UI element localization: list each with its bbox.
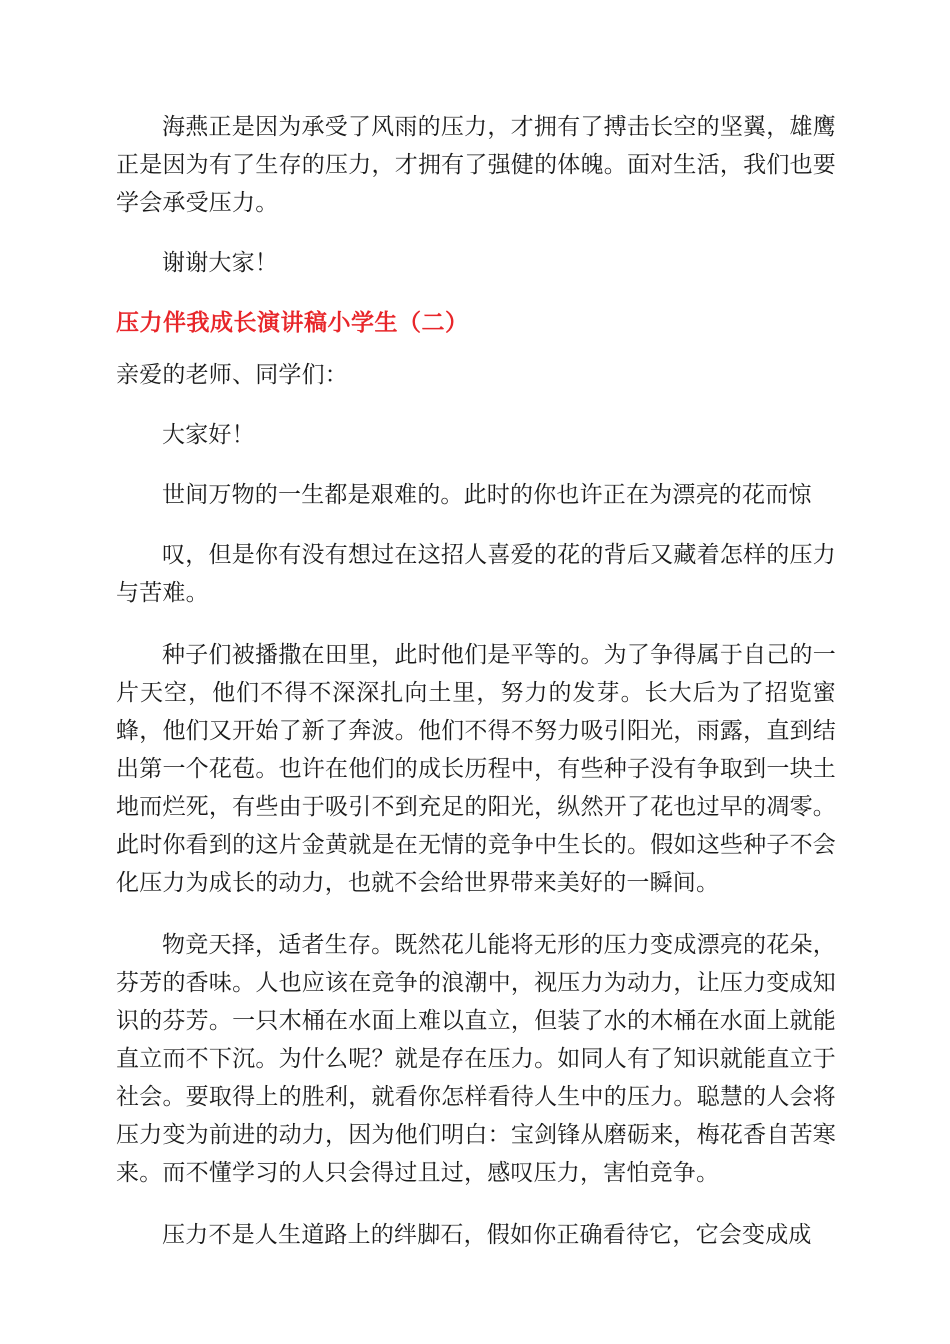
paragraph-world: 世间万物的一生都是艰难的。此时的你也许正在为漂亮的花而惊: [162, 482, 812, 508]
salutation: 亲爱的老师、同学们：: [116, 362, 348, 388]
paragraph-seeds: 种子们被播撒在田里，此时他们是平等的。为了争得属于自己的一片天空，他们不得不深深扎向土里，努力的发芽。长大后为了招览蜜蜂，他们又开始了新了奔波。他们不得不努力吸引阳光，雨露，直到结出第一个花苞。也许在他们的成长历程中，有些种子没有争取到一块土地而烂死，有些由于吸引不到充足的阳光，纵然开了花也过早的凋零。此时你看到的这片金黄就是在无情的竞争中生长的。假如这些种子不会化压力为成长的动力，也就不会给世界带来美好的一瞬间。: [116, 642, 836, 896]
paragraph-stumbling-block: 压力不是人生道路上的绊脚石，假如你正确看待它，它会变成成: [162, 1222, 812, 1248]
paragraph-flower: 叹，但是你有没有想过在这招人喜爱的花的背后又藏着怎样的压力与苦难。: [116, 542, 836, 606]
paragraph-natural-selection: 物竞天择，适者生存。既然花儿能将无形的压力变成漂亮的花朵，芬芳的香味。人也应该在竞争的浪潮中，视压力为动力，让压力变成知识的芬芳。一只木桶在水面上难以直立，但装了水的木桶在水面上就能直立而不下沉。为什么呢？就是存在压力。如同人有了知识就能直立于社会。要取得上的胜利，就看你怎样看待人生中的压力。聪慧的人会将压力变为前进的动力，因为他们明白：宝剑锋从磨砺来，梅花香自苦寒来。而不懂学习的人只会得过且过，感叹压力，害怕竞争。: [116, 932, 836, 1186]
paragraph-thanks: 谢谢大家！: [162, 250, 278, 276]
document-body: [116, 108, 836, 1254]
paragraph-haiyan: 海燕正是因为承受了风雨的压力，才拥有了搏击长空的坚翼，雄鹰正是因为有了生存的压力，才拥有了强健的体魄。面对生活，我们也要学会承受压力。: [116, 114, 836, 216]
section-heading: 压力伴我成长演讲稿小学生（二）: [116, 310, 469, 336]
greeting: 大家好！: [162, 422, 255, 448]
